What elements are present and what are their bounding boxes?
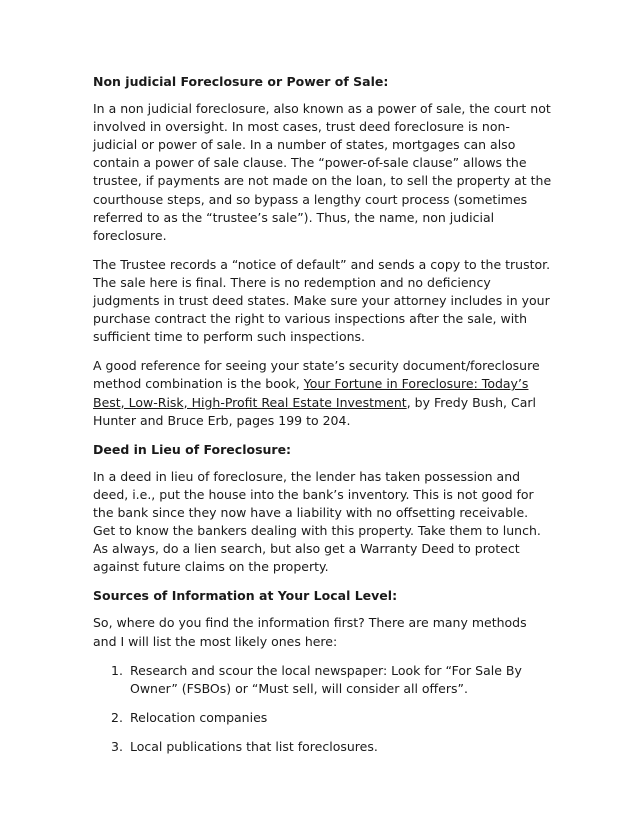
section-heading-non-judicial: Non judicial Foreclosure or Power of Sale: (93, 74, 389, 89)
section-heading-sources: Sources of Information at Your Local Level: (93, 588, 398, 604)
list-item (93, 738, 553, 756)
paragraph-trustee-records: The Trustee records a “notice of default” and sends a copy to the trustor. The sale here is final. There is no redemption and no deficiency judgments in trust deed states. Make sure your attorney includes in your purchase contract the right to various inspections after the sale, with sufficient time to perform such inspections. (93, 256, 551, 345)
list-item-number: 3. (111, 738, 123, 754)
list-item (93, 709, 553, 727)
paragraph-non-judicial-intro: In a non judicial foreclosure, also known as a power of sale, the court not involved in oversight. In most cases, trust deed foreclosure is non-judicial or power of sale. In a number of states, mortgages can also contain a power of sale clause. The “power-of-sale clause” allows the trustee, if payments are not made on the loan, to sell the property at the courthouse steps, and so bypass a lengthy court process (sometimes referred to as the “trustee’s sale”). Thus, the name, non judicial foreclosure. (93, 101, 552, 243)
list-item-text: Relocation companies (130, 709, 268, 725)
list-item-number: 2. (111, 709, 123, 725)
list-item (93, 662, 553, 698)
reference-text-before: A good reference for seeing your state’s security document/foreclosure method combination is the book, (93, 358, 540, 392)
paragraph-sources-intro: So, where do you find the information first? There are many methods and I will list the most likely ones here: (93, 615, 527, 649)
paragraph-reference-book (93, 357, 553, 429)
reference-text-after: , by Fredy Bush, Carl Hunter and Bruce Erb, pages 199 to 204. (93, 394, 536, 428)
section-heading-deed-in-lieu: Deed in Lieu of Foreclosure: (93, 441, 292, 457)
sources-list (93, 662, 553, 756)
paragraph-deed-in-lieu: In a deed in lieu of foreclosure, the lender has taken possession and deed, i.e., put the house into the bank’s inventory. This is not good for the bank since they now have a liability with no offsetting receivable. Get to know the bankers dealing with this property. Take them to lunch. As always, do a lien search, but also get a Warranty Deed to protect against future claims on the property. (93, 468, 541, 575)
list-item-number: 1. (111, 662, 123, 678)
list-item-text: Research and scour the local newspaper: Look for “For Sale By Owner” (FSBOs) or “Must sell, will consider all offers”. (130, 662, 522, 696)
list-item-text: Local publications that list foreclosures. (130, 738, 378, 754)
document-page (93, 73, 553, 756)
book-title-link[interactable]: Your Fortune in Foreclosure: Today’s Best, Low-Risk, High-Profit Real Estate Investment (93, 376, 529, 410)
